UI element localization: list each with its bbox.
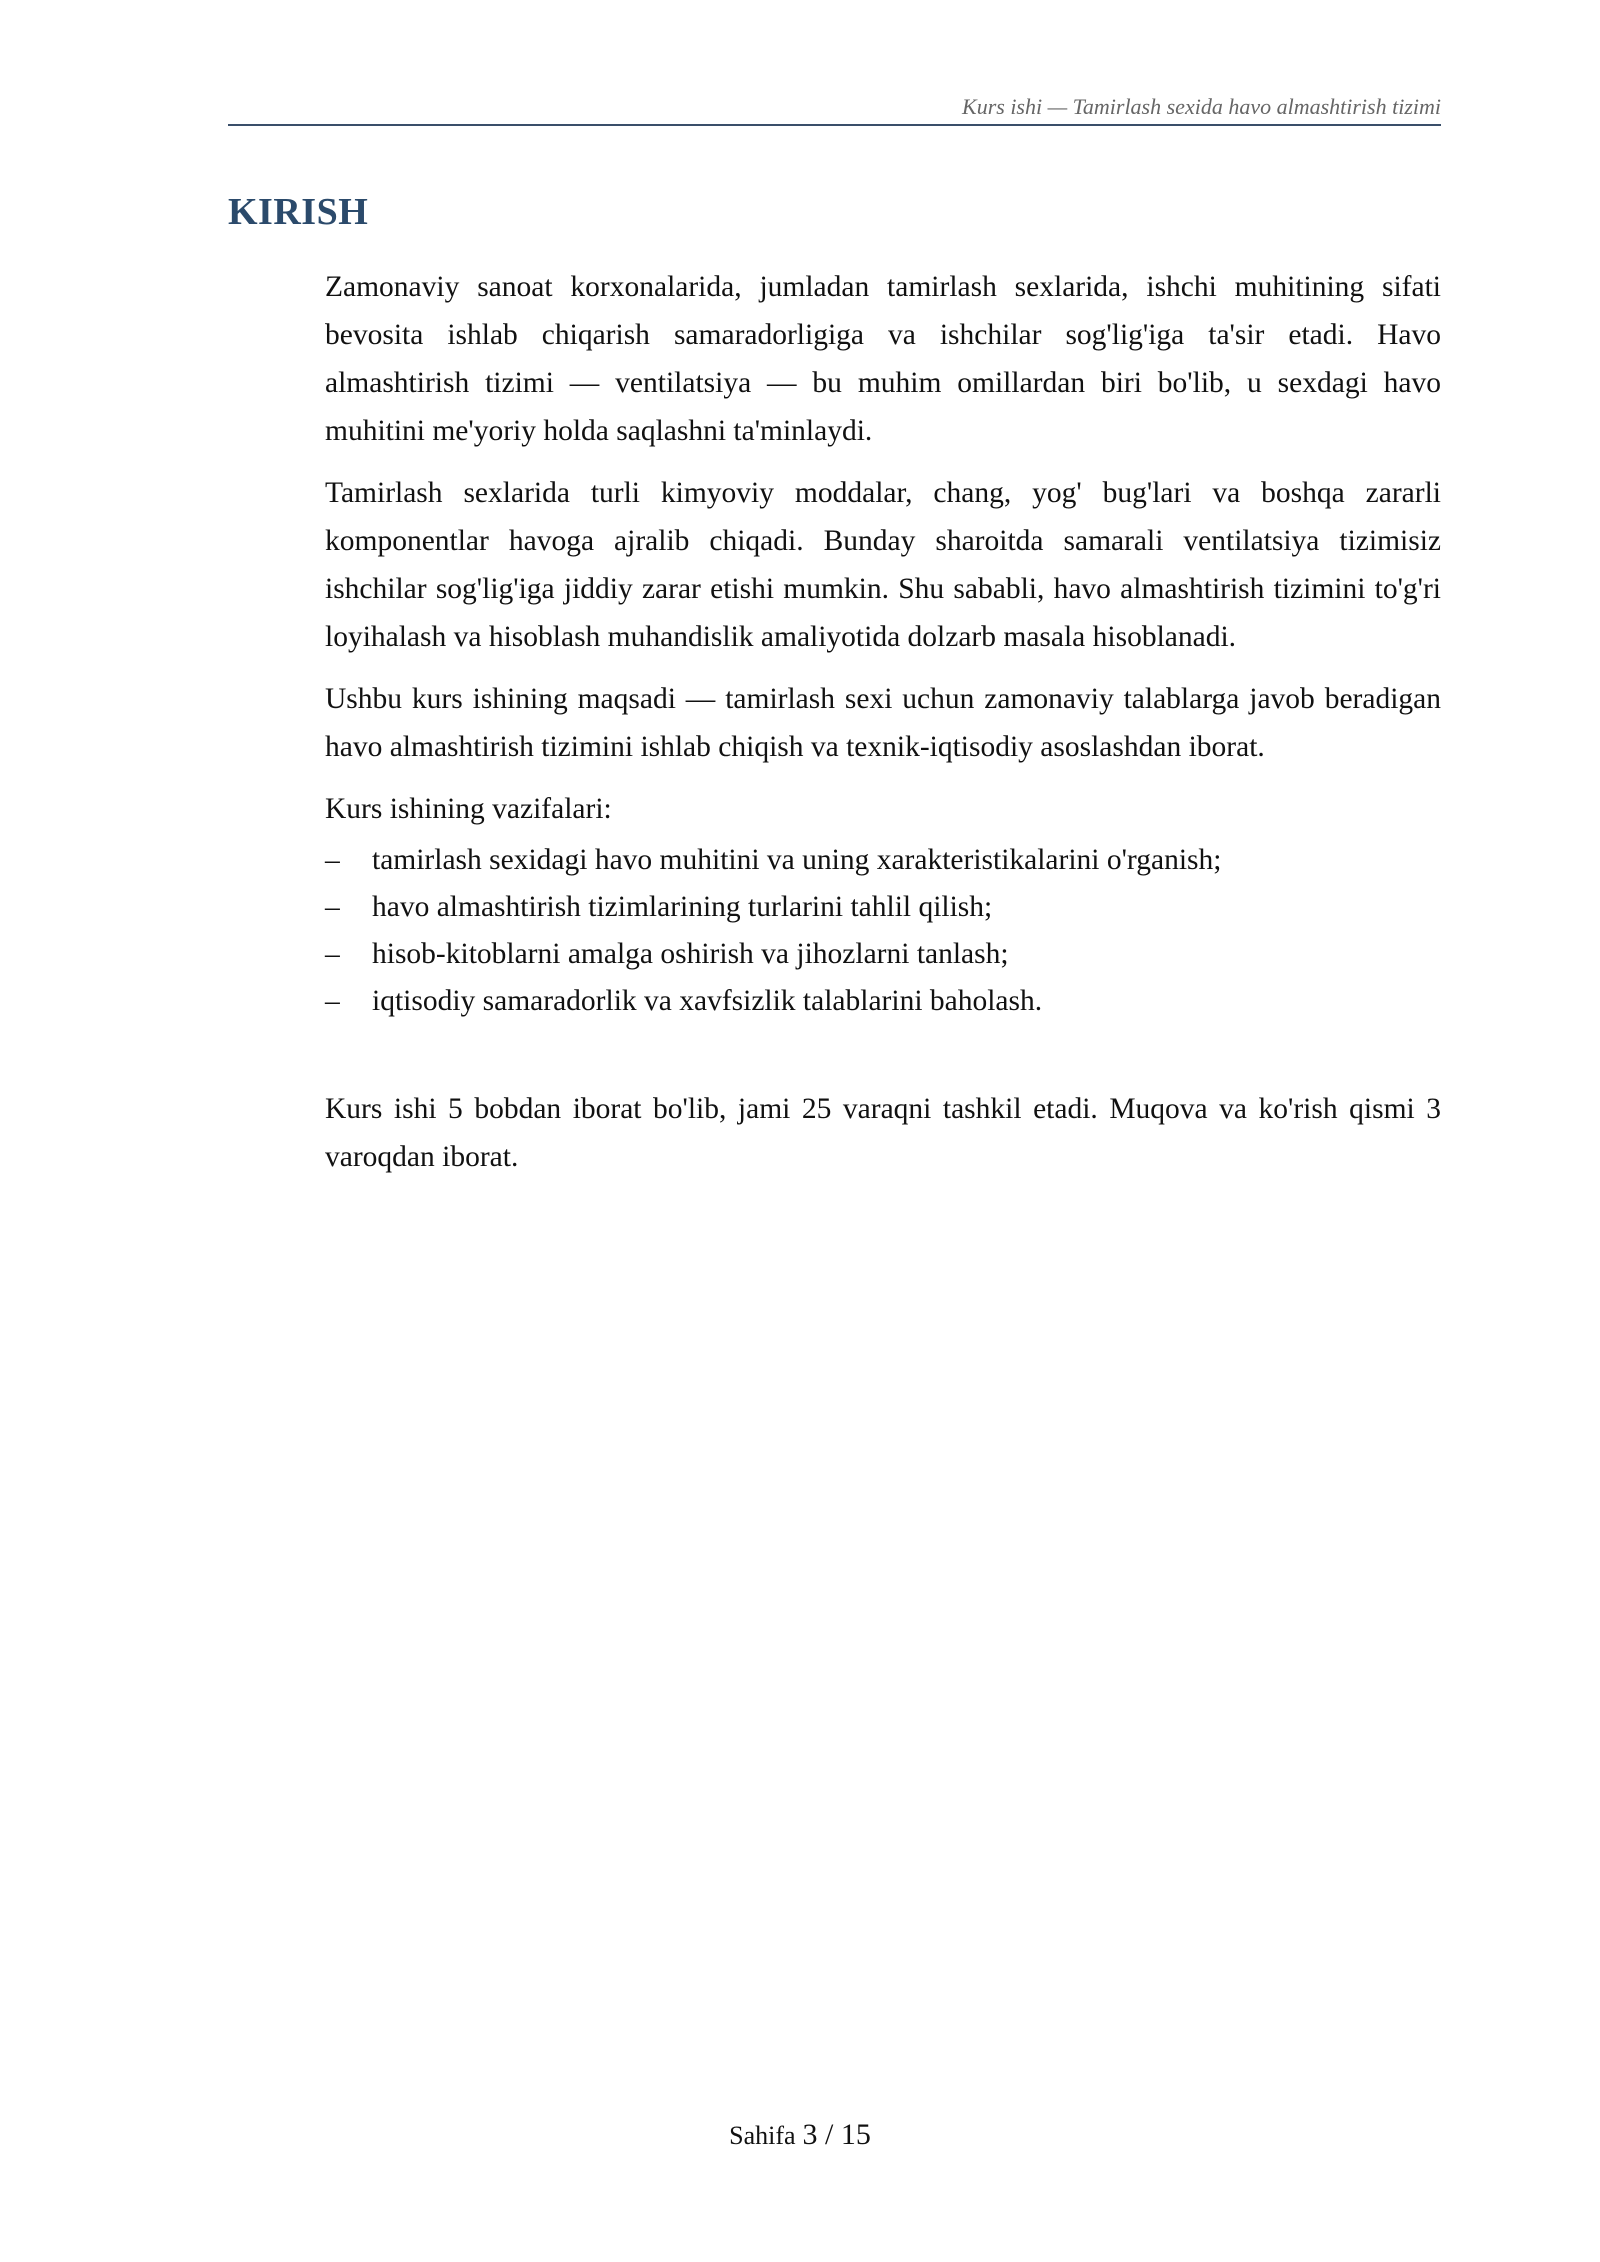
list-dash: – — [325, 844, 340, 876]
section-title: KIRISH — [228, 191, 369, 233]
paragraph-1: Zamonaviy sanoat korxonalarida, jumladan tamirlash sexlarida, ishchi muhitining sifati bevosita ishlab chiqarish samaradorligiga va ishchilar sog'lig'iga ta'sir etadi. Havo almashtirish tizimi — ventilatsiya — bu muhim omillardan biri bo'lib, u sexdagi havo muhitini me'yoriy holda saqlashni ta'minlaydi. — [325, 271, 1441, 447]
running-header-title: Kurs ishi — Tamirlash sexida havo almashtirish tizimi — [962, 94, 1441, 119]
list-item — [325, 978, 1441, 1025]
list-item — [325, 837, 1441, 884]
list-dash: – — [325, 985, 340, 1017]
page-footer — [0, 2118, 1600, 2152]
list-item-text: iqtisodiy samaradorlik va xavfsizlik talablarini baholash. — [372, 985, 1043, 1017]
task-list — [325, 837, 1441, 1025]
page-label: Sahifa — [729, 2121, 796, 2150]
list-item-text: havo almashtirish tizimlarining turlarini tahlil qilish; — [372, 891, 993, 923]
closing-paragraph: Kurs ishi 5 bobdan iborat bo'lib, jami 25 varaqni tashkil etadi. Muqova va ko'rish qismi 3 varoqdan iborat. — [325, 1093, 1441, 1173]
list-item-text: tamirlash sexidagi havo muhitini va uning xarakteristikalarini o'rganish; — [372, 844, 1222, 876]
running-header — [228, 94, 1441, 126]
paragraph-3: Ushbu kurs ishining maqsadi — tamirlash sexi uchun zamonaviy talablarga javob beradigan havo almashtirish tizimini ishlab chiqish va texnik-iqtisodiy asoslashdan iborat. — [325, 683, 1441, 763]
list-dash: – — [325, 938, 340, 970]
list-dash: – — [325, 891, 340, 923]
paragraph-2: Tamirlash sexlarida turli kimyoviy moddalar, chang, yog' bug'lari va boshqa zararli komponentlar havoga ajralib chiqadi. Bunday sharoitda samarali ventilatsiya tizimisiz ishchilar sog'lig'iga jiddiy zarar etishi mumkin. Shu sababli, havo almashtirish tizimini to'g'ri loyihalash va hisoblash muhandislik amaliyotida dolzarb masala hisoblanadi. — [325, 477, 1441, 653]
list-item — [325, 931, 1441, 978]
section-body — [325, 263, 1441, 1195]
tasks-intro: Kurs ishining vazifalari: — [325, 793, 612, 825]
list-item — [325, 884, 1441, 931]
page-number: 3 / 15 — [802, 2118, 871, 2151]
list-item-text: hisob-kitoblarni amalga oshirish va jihozlarni tanlash; — [372, 938, 1009, 970]
